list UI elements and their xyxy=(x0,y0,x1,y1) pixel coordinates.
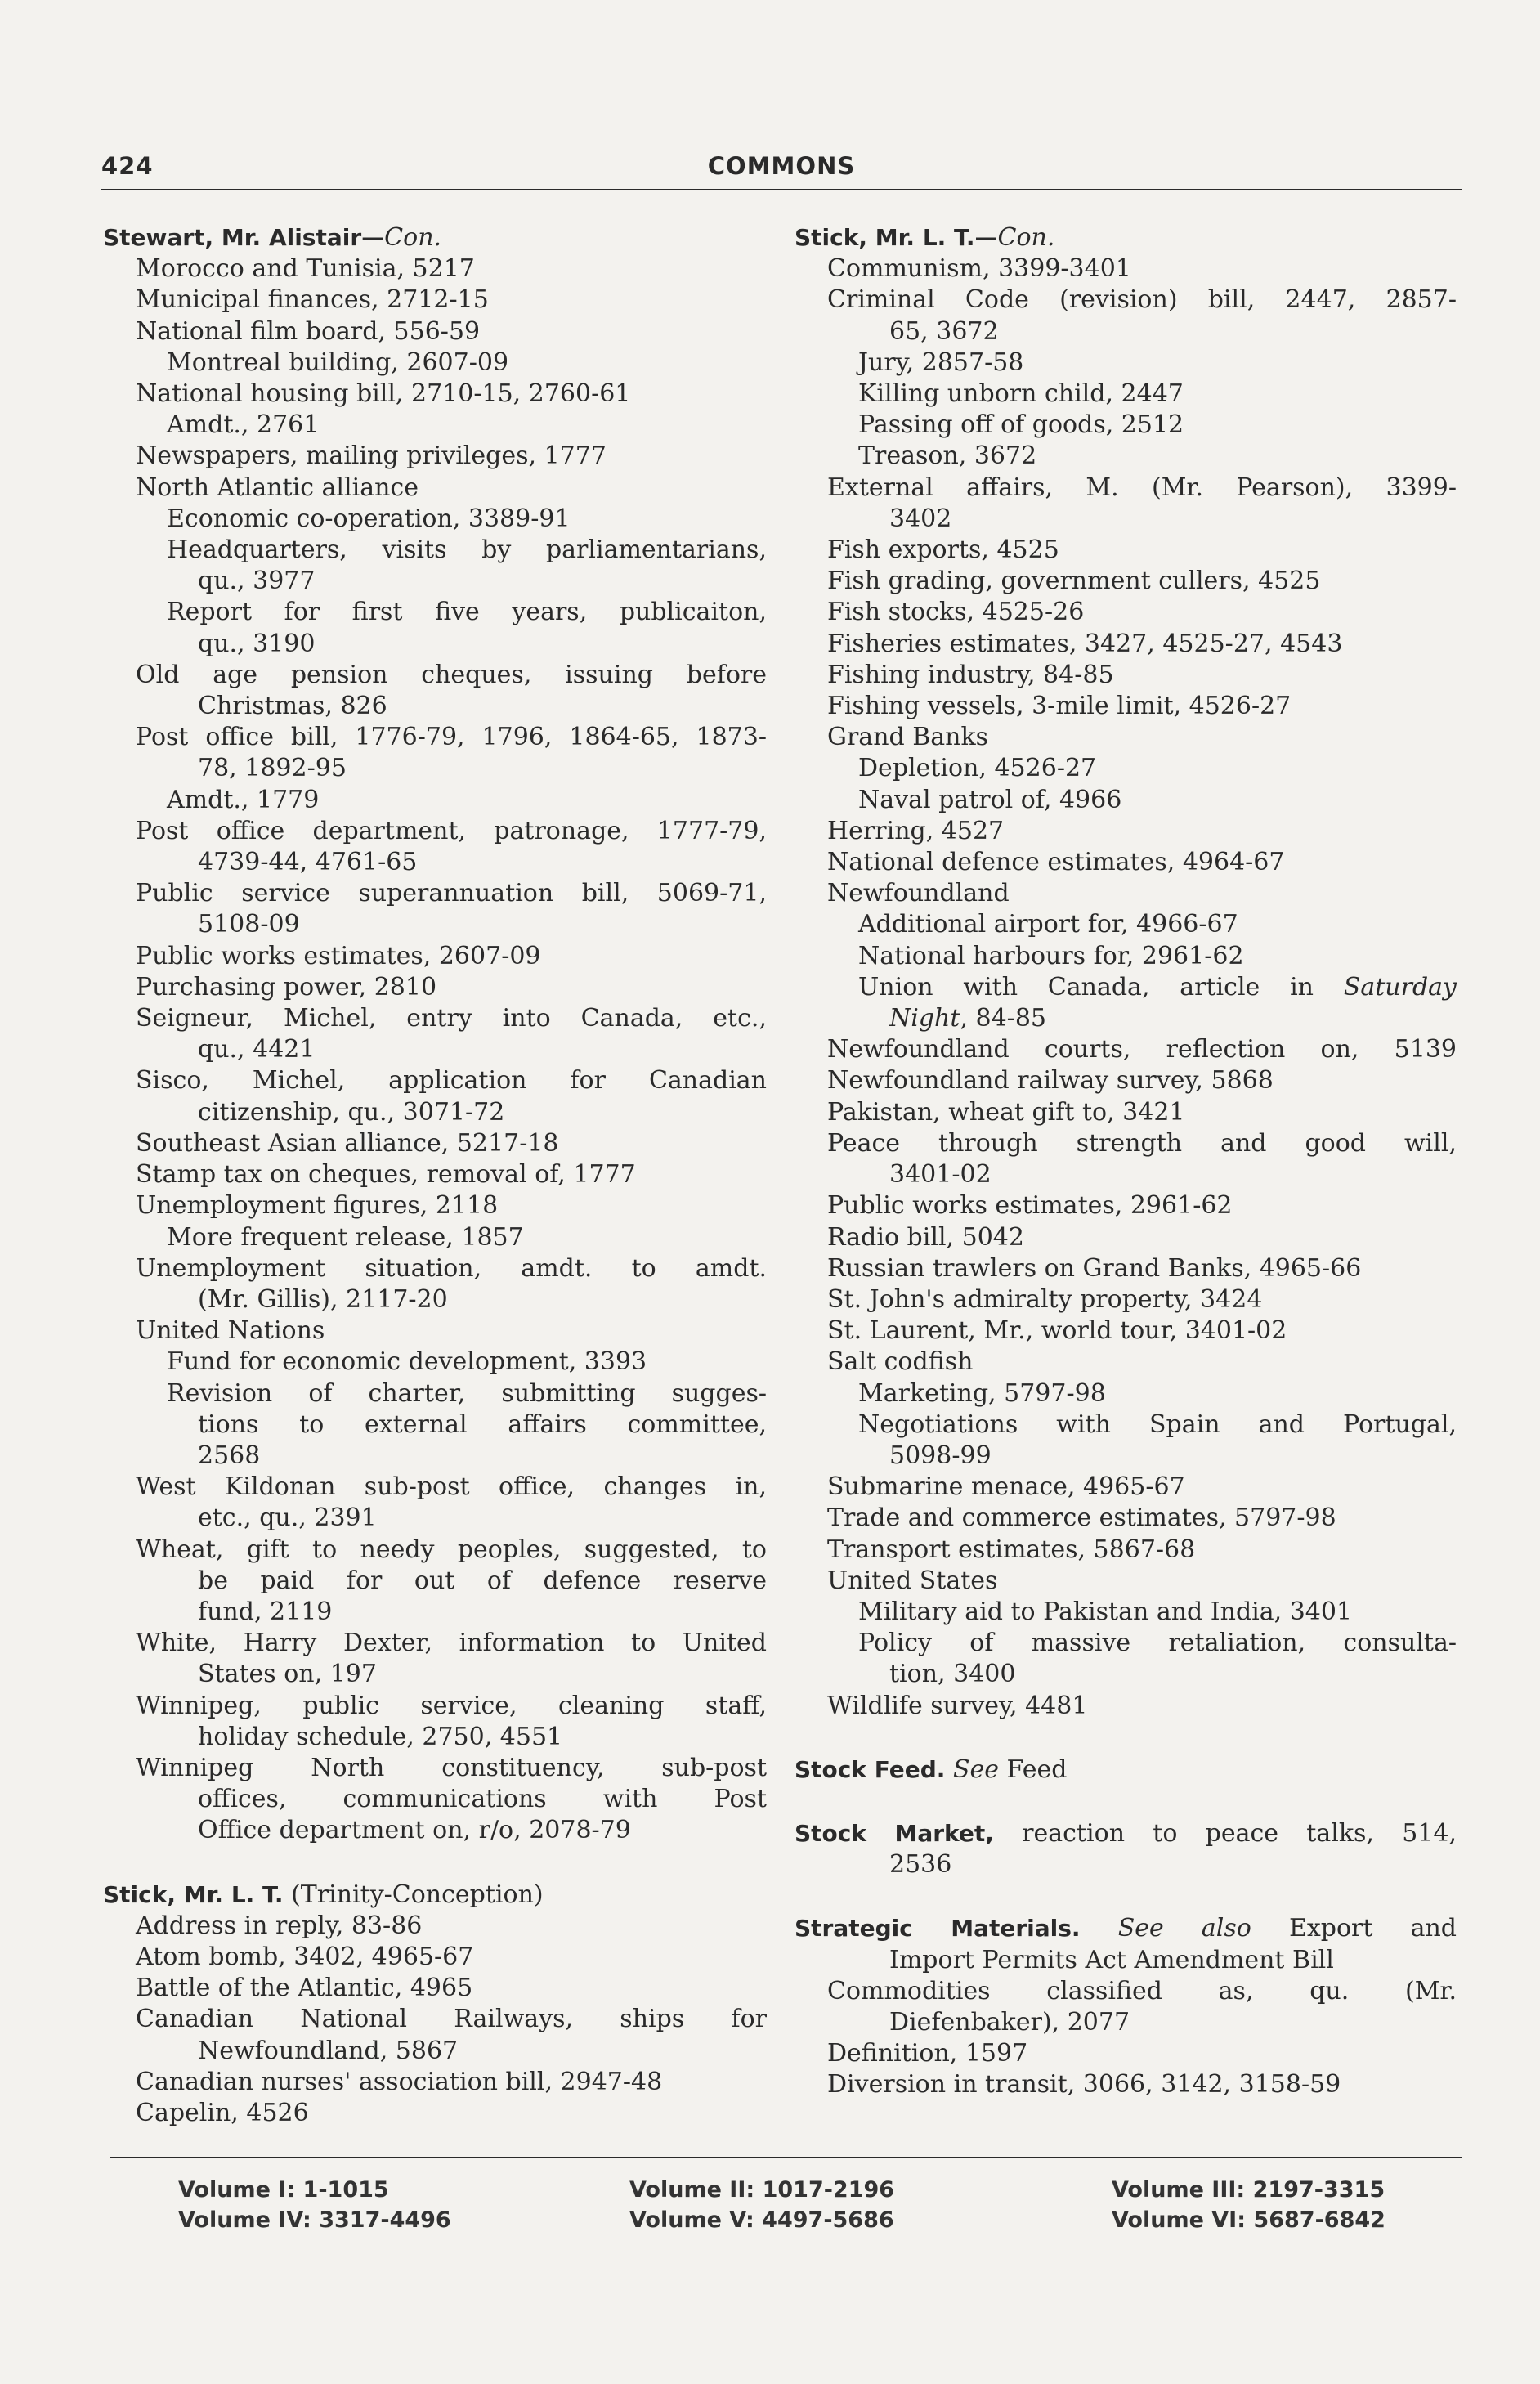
entry-text: Fishing industry, 84-85 xyxy=(827,660,1114,689)
index-entry xyxy=(795,1003,1457,1034)
entry-gap xyxy=(795,1722,1457,1754)
entry-text: Newfoundland, 5867 xyxy=(198,2036,459,2065)
index-entry xyxy=(103,1911,767,1942)
index-entry xyxy=(795,441,1457,472)
index-entry xyxy=(795,1128,1457,1159)
index-entry xyxy=(103,347,767,379)
entry-text: Transport estimates, 5867-68 xyxy=(827,1535,1196,1564)
index-entry xyxy=(103,1065,767,1096)
entry-text: Pakistan, wheat gift to, 3421 xyxy=(827,1097,1185,1127)
index-heading xyxy=(795,222,1457,253)
index-entry xyxy=(795,878,1457,909)
entry-text: Naval patrol of, 4966 xyxy=(858,785,1122,814)
entry-text: Marketing, 5797-98 xyxy=(858,1378,1106,1408)
index-entry xyxy=(795,1597,1457,1628)
footer-rule xyxy=(110,2157,1462,2158)
entry-text: Atom bomb, 3402, 4965-67 xyxy=(136,1942,474,1971)
page-title: COMMONS xyxy=(707,152,856,180)
entry-text: Newspapers, mailing privileges, 1777 xyxy=(136,441,607,471)
header-rule xyxy=(101,189,1462,190)
entry-text: More frequent release, 1857 xyxy=(167,1222,524,1252)
entry-text: 2536 xyxy=(889,1850,952,1880)
index-entry xyxy=(103,1284,767,1315)
index-entry xyxy=(795,1190,1457,1221)
index-entry xyxy=(103,1190,767,1221)
index-heading xyxy=(103,1880,767,1911)
entry-text: etc., qu., 2391 xyxy=(198,1503,377,1533)
index-entry xyxy=(795,1945,1457,1976)
entry-text: 2568 xyxy=(198,1441,261,1470)
index-entry xyxy=(795,753,1457,784)
index-entry xyxy=(795,1315,1457,1347)
index-heading xyxy=(795,1754,1457,1786)
index-entry xyxy=(103,2004,767,2035)
volume-range: Volume IV: 3317-4496 xyxy=(178,2207,451,2233)
index-column-left xyxy=(103,222,767,2129)
index-column-right xyxy=(795,222,1457,2101)
index-entry xyxy=(103,1973,767,2004)
index-entry xyxy=(103,1034,767,1065)
entry-text: Feed xyxy=(999,1754,1068,1784)
index-entry xyxy=(795,1034,1457,1065)
index-entry xyxy=(103,504,767,535)
index-entry xyxy=(103,1722,767,1753)
index-entry xyxy=(103,1784,767,1815)
entry-text: be paid for out of defence reserve xyxy=(198,1566,767,1595)
index-entry xyxy=(795,597,1457,628)
entry-text: Import Permits Act Amendment Bill xyxy=(889,1945,1334,1974)
entry-text: Post office department, patronage, 1777-79, xyxy=(136,816,767,845)
entry-text: North Atlantic alliance xyxy=(136,473,419,502)
entry-text: , 84-85 xyxy=(960,1004,1046,1033)
entry-text xyxy=(945,1755,953,1784)
index-entry xyxy=(795,691,1457,722)
index-entry xyxy=(103,1003,767,1034)
index-entry xyxy=(103,972,767,1003)
index-entry xyxy=(103,1597,767,1628)
index-entry xyxy=(795,566,1457,597)
entry-text: 5098-99 xyxy=(889,1441,992,1470)
entry-text: 3401-02 xyxy=(889,1160,992,1190)
index-entry xyxy=(795,1849,1457,1880)
index-entry xyxy=(795,473,1457,504)
index-entry xyxy=(103,285,767,316)
index-entry xyxy=(795,1409,1457,1441)
index-heading xyxy=(103,222,767,253)
index-entry xyxy=(795,1566,1457,1597)
index-entry xyxy=(103,441,767,472)
index-entry xyxy=(103,2036,767,2067)
index-entry xyxy=(103,660,767,691)
index-entry xyxy=(795,1976,1457,2007)
index-entry xyxy=(103,691,767,722)
index-entry xyxy=(795,909,1457,940)
entry-text: States on, 197 xyxy=(198,1660,377,1689)
index-entry xyxy=(795,847,1457,878)
entry-text: United Nations xyxy=(136,1316,325,1346)
index-entry xyxy=(103,1472,767,1503)
entry-text: Killing unborn child, 2447 xyxy=(858,379,1184,409)
index-entry xyxy=(795,1097,1457,1128)
index-entry xyxy=(103,753,767,784)
entry-text: (Mr. Gillis), 2117-20 xyxy=(198,1284,448,1314)
entry-text: Seigneur, Michel, entry into Canada, etc., xyxy=(136,1004,767,1033)
index-entry xyxy=(795,941,1457,972)
index-entry xyxy=(103,410,767,441)
entry-text: Russian trawlers on Grand Banks, 4965-66 xyxy=(827,1253,1362,1283)
entry-text: Export and xyxy=(1251,1914,1457,1943)
entry-text: Night xyxy=(889,1004,960,1033)
entry-text: Definition, 1597 xyxy=(827,2039,1028,2068)
index-entry xyxy=(103,785,767,816)
entry-text: Municipal finances, 2712-15 xyxy=(136,285,489,315)
index-entry xyxy=(795,2007,1457,2038)
entry-text: Public service superannuation bill, 5069-71, xyxy=(136,879,767,908)
entry-text: Con. xyxy=(384,223,442,252)
index-entry xyxy=(795,722,1457,753)
index-entry xyxy=(795,1535,1457,1566)
index-entry xyxy=(103,1942,767,1973)
index-entry xyxy=(103,722,767,753)
index-entry xyxy=(103,473,767,504)
volume-range: Volume V: 4497-5686 xyxy=(629,2207,894,2233)
entry-text: Wildlife survey, 4481 xyxy=(827,1691,1088,1720)
entry-gap xyxy=(103,1847,767,1880)
index-entry xyxy=(103,1535,767,1566)
footer-col-3 xyxy=(1112,2175,1386,2235)
entry-text xyxy=(1081,1914,1118,1943)
index-entry xyxy=(795,2069,1457,2100)
entry-text: Montreal building, 2607-09 xyxy=(167,347,509,377)
entry-text: reaction to peace talks, 514, xyxy=(993,1818,1457,1848)
entry-text: External affairs, M. (Mr. Pearson), 3399- xyxy=(827,473,1457,502)
entry-text: Address in reply, 83-86 xyxy=(136,1911,423,1940)
entry-gap xyxy=(795,1786,1457,1818)
index-heading xyxy=(795,1913,1457,1944)
entry-text: Peace through strength and good will, xyxy=(827,1128,1457,1158)
entry-text: holiday schedule, 2750, 4551 xyxy=(198,1722,563,1751)
index-entry xyxy=(795,1441,1457,1472)
entry-text: Winnipeg North constituency, sub-post xyxy=(136,1753,767,1782)
index-entry xyxy=(795,410,1457,441)
entry-text: Radio bill, 5042 xyxy=(827,1222,1024,1252)
heading-name: Stewart, Mr. Alistair— xyxy=(103,224,385,251)
entry-text: Trade and commerce estimates, 5797-98 xyxy=(827,1503,1336,1533)
entry-text: Newfoundland courts, reflection on, 5139 xyxy=(827,1035,1457,1064)
entry-text: Revision of charter, submitting sugges- xyxy=(167,1378,767,1408)
index-entry xyxy=(103,1691,767,1722)
entry-text: National housing bill, 2710-15, 2760-61 xyxy=(136,379,631,409)
entry-text: Fish stocks, 4525-26 xyxy=(827,598,1085,627)
index-entry xyxy=(103,1659,767,1690)
entry-text: Union with Canada, article in xyxy=(858,972,1344,1002)
entry-text: Fisheries estimates, 3427, 4525-27, 4543 xyxy=(827,629,1343,658)
entry-text: Fund for economic development, 3393 xyxy=(167,1347,647,1377)
index-entry xyxy=(103,816,767,847)
index-entry xyxy=(103,1503,767,1534)
entry-text: Herring, 4527 xyxy=(827,816,1005,845)
index-entry xyxy=(795,504,1457,535)
index-entry xyxy=(795,660,1457,691)
entry-text: Depletion, 4526-27 xyxy=(858,754,1097,783)
index-entry xyxy=(795,1284,1457,1315)
volume-range: Volume III: 2197-3315 xyxy=(1112,2177,1386,2203)
entry-text: 3402 xyxy=(889,504,952,533)
entry-text: Public works estimates, 2961-62 xyxy=(827,1191,1233,1221)
index-entry xyxy=(103,2067,767,2098)
index-entry xyxy=(103,1378,767,1409)
entry-text: qu., 3977 xyxy=(198,567,316,596)
index-entry xyxy=(795,629,1457,660)
index-entry xyxy=(795,972,1457,1003)
entry-text: West Kildonan sub-post office, changes in, xyxy=(136,1472,767,1502)
entry-text: Saturday xyxy=(1343,972,1457,1002)
index-entry xyxy=(103,566,767,597)
index-entry xyxy=(795,785,1457,816)
volume-range: Volume VI: 5687-6842 xyxy=(1112,2207,1386,2233)
index-entry xyxy=(795,535,1457,566)
entry-text: Public works estimates, 2607-09 xyxy=(136,941,541,970)
index-entry xyxy=(795,1659,1457,1690)
index-entry xyxy=(795,1378,1457,1409)
entry-text: 5108-09 xyxy=(198,910,300,939)
entry-text: Additional airport for, 4966-67 xyxy=(858,910,1238,939)
entry-text: Diversion in transit, 3066, 3142, 3158-59 xyxy=(827,2070,1341,2099)
index-entry xyxy=(795,1159,1457,1190)
entry-text: Unemployment situation, amdt. to amdt. xyxy=(136,1253,767,1283)
index-entry xyxy=(103,1253,767,1284)
entry-text: qu., 3190 xyxy=(198,629,316,658)
entry-text: Winnipeg, public service, cleaning staff, xyxy=(136,1691,767,1720)
entry-text: Diefenbaker), 2077 xyxy=(889,2007,1130,2037)
page-number: 424 xyxy=(101,152,154,180)
entry-text: Passing off of goods, 2512 xyxy=(858,410,1184,440)
entry-text: Battle of the Atlantic, 4965 xyxy=(136,1974,473,2003)
index-entry xyxy=(103,629,767,660)
entry-text: Fish exports, 4525 xyxy=(827,536,1059,565)
index-entry xyxy=(103,1315,767,1347)
index-entry xyxy=(795,253,1457,285)
index-entry xyxy=(103,535,767,566)
entry-text: United States xyxy=(827,1566,998,1595)
index-entry xyxy=(795,1065,1457,1096)
heading-name: Strategic Materials. xyxy=(795,1915,1081,1943)
index-heading xyxy=(795,1818,1457,1849)
entry-text: offices, communications with Post xyxy=(198,1785,767,1814)
footer-col-2 xyxy=(629,2175,894,2235)
entry-text: Christmas, 826 xyxy=(198,692,387,721)
entry-text: Newfoundland railway survey, 5868 xyxy=(827,1066,1274,1096)
entry-text: Southeast Asian alliance, 5217-18 xyxy=(136,1128,559,1158)
index-entry xyxy=(795,1347,1457,1378)
entry-text: Military aid to Pakistan and India, 3401 xyxy=(858,1597,1353,1626)
index-entry xyxy=(103,379,767,410)
index-entry xyxy=(103,941,767,972)
entry-text: 65, 3672 xyxy=(889,316,999,346)
index-entry xyxy=(795,379,1457,410)
entry-text: See xyxy=(952,1754,1000,1784)
entry-text: Submarine menace, 4965-67 xyxy=(827,1472,1185,1502)
entry-text: 78, 1892-95 xyxy=(198,754,347,783)
heading-name: Stock Market, xyxy=(795,1819,994,1847)
entry-text: Capelin, 4526 xyxy=(136,2098,309,2127)
entry-text: Policy of massive retaliation, consulta- xyxy=(858,1629,1457,1658)
heading-name: Stick, Mr. L. T. xyxy=(103,1880,284,1908)
index-entry xyxy=(795,816,1457,847)
entry-text: Report for first five years, publicaiton, xyxy=(167,598,767,627)
entry-text: Purchasing power, 2810 xyxy=(136,972,437,1002)
index-entry xyxy=(103,1753,767,1784)
entry-text: (Trinity-Conception) xyxy=(283,1880,544,1909)
entry-text: Morocco and Tunisia, 5217 xyxy=(136,254,475,284)
footer-col-1 xyxy=(178,2175,451,2235)
entry-text: Jury, 2857-58 xyxy=(858,347,1024,377)
entry-text: Office department on, r/o, 2078-79 xyxy=(198,1816,631,1845)
index-entry xyxy=(103,597,767,628)
index-entry xyxy=(103,1628,767,1659)
entry-text: St. John's admiralty property, 3424 xyxy=(827,1284,1263,1314)
index-entry xyxy=(795,285,1457,316)
index-entry xyxy=(795,2038,1457,2069)
entry-text: Headquarters, visits by parliamentarians, xyxy=(167,536,767,565)
entry-text: tions to external affairs committee, xyxy=(198,1409,767,1439)
entry-text: Criminal Code (revision) bill, 2447, 2857- xyxy=(827,285,1457,315)
entry-text: Sisco, Michel, application for Canadian xyxy=(136,1066,767,1096)
entry-text: Post office bill, 1776-79, 1796, 1864-65, 1873- xyxy=(136,723,767,752)
entry-text: Canadian nurses' association bill, 2947-48 xyxy=(136,2067,663,2096)
entry-text: Economic co-operation, 3389-91 xyxy=(167,504,571,533)
index-entry xyxy=(795,347,1457,379)
entry-text: Grand Banks xyxy=(827,723,989,752)
index-entry xyxy=(103,847,767,878)
entry-text: See also xyxy=(1117,1914,1251,1943)
volume-range: Volume II: 1017-2196 xyxy=(629,2177,895,2203)
index-entry xyxy=(103,1159,767,1190)
heading-name: Stock Feed. xyxy=(795,1755,946,1783)
entry-text: Amdt., 2761 xyxy=(167,410,320,440)
index-entry xyxy=(103,2098,767,2129)
entry-text: Newfoundland xyxy=(827,879,1010,908)
index-entry xyxy=(795,1628,1457,1659)
index-entry xyxy=(103,1128,767,1159)
entry-text: qu., 4421 xyxy=(198,1035,316,1064)
index-entry xyxy=(795,316,1457,347)
entry-text: Wheat, gift to needy peoples, suggested, to xyxy=(136,1535,767,1564)
entry-text: Con. xyxy=(997,223,1055,252)
index-entry xyxy=(795,1503,1457,1534)
index-entry xyxy=(795,1253,1457,1284)
entry-text: Negotiations with Spain and Portugal, xyxy=(858,1409,1457,1439)
index-entry xyxy=(103,1409,767,1441)
index-entry xyxy=(103,1097,767,1128)
index-entry xyxy=(795,1472,1457,1503)
entry-text: Unemployment figures, 2118 xyxy=(136,1191,499,1221)
entry-text: Salt codfish xyxy=(827,1347,974,1377)
index-entry xyxy=(103,1566,767,1597)
entry-text: Old age pension cheques, issuing before xyxy=(136,660,767,689)
entry-text: St. Laurent, Mr., world tour, 3401-02 xyxy=(827,1316,1287,1346)
index-entry xyxy=(103,909,767,940)
index-entry xyxy=(103,1347,767,1378)
index-entry xyxy=(103,316,767,347)
volume-range: Volume I: 1-1015 xyxy=(178,2177,389,2203)
index-entry xyxy=(103,253,767,285)
entry-text: Stamp tax on cheques, removal of, 1777 xyxy=(136,1160,636,1190)
index-entry xyxy=(103,1441,767,1472)
entry-text: National harbours for, 2961-62 xyxy=(858,941,1244,970)
entry-text: Fishing vessels, 3-mile limit, 4526-27 xyxy=(827,692,1292,721)
entry-text: White, Harry Dexter, information to United xyxy=(136,1629,767,1658)
heading-name: Stick, Mr. L. T.— xyxy=(795,224,998,251)
index-entry xyxy=(103,1815,767,1846)
entry-text: National defence estimates, 4964-67 xyxy=(827,848,1285,877)
index-entry xyxy=(103,878,767,909)
entry-text: Amdt., 1779 xyxy=(167,785,320,814)
entry-text: tion, 3400 xyxy=(889,1660,1016,1689)
entry-text: Fish grading, government cullers, 4525 xyxy=(827,567,1321,596)
index-entry xyxy=(795,1222,1457,1253)
index-entry xyxy=(795,1691,1457,1722)
entry-text: citizenship, qu., 3071-72 xyxy=(198,1097,505,1127)
entry-text: Communism, 3399-3401 xyxy=(827,254,1131,284)
entry-gap xyxy=(795,1880,1457,1913)
entry-text: 4739-44, 4761-65 xyxy=(198,848,418,877)
index-entry xyxy=(103,1222,767,1253)
entry-text: Treason, 3672 xyxy=(858,441,1037,471)
entry-text: National film board, 556-59 xyxy=(136,316,481,346)
entry-text: fund, 2119 xyxy=(198,1597,333,1626)
entry-text: Canadian National Railways, ships for xyxy=(136,2005,767,2034)
page-header xyxy=(101,152,1462,188)
entry-text: Commodities classified as, qu. (Mr. xyxy=(827,1976,1457,2005)
